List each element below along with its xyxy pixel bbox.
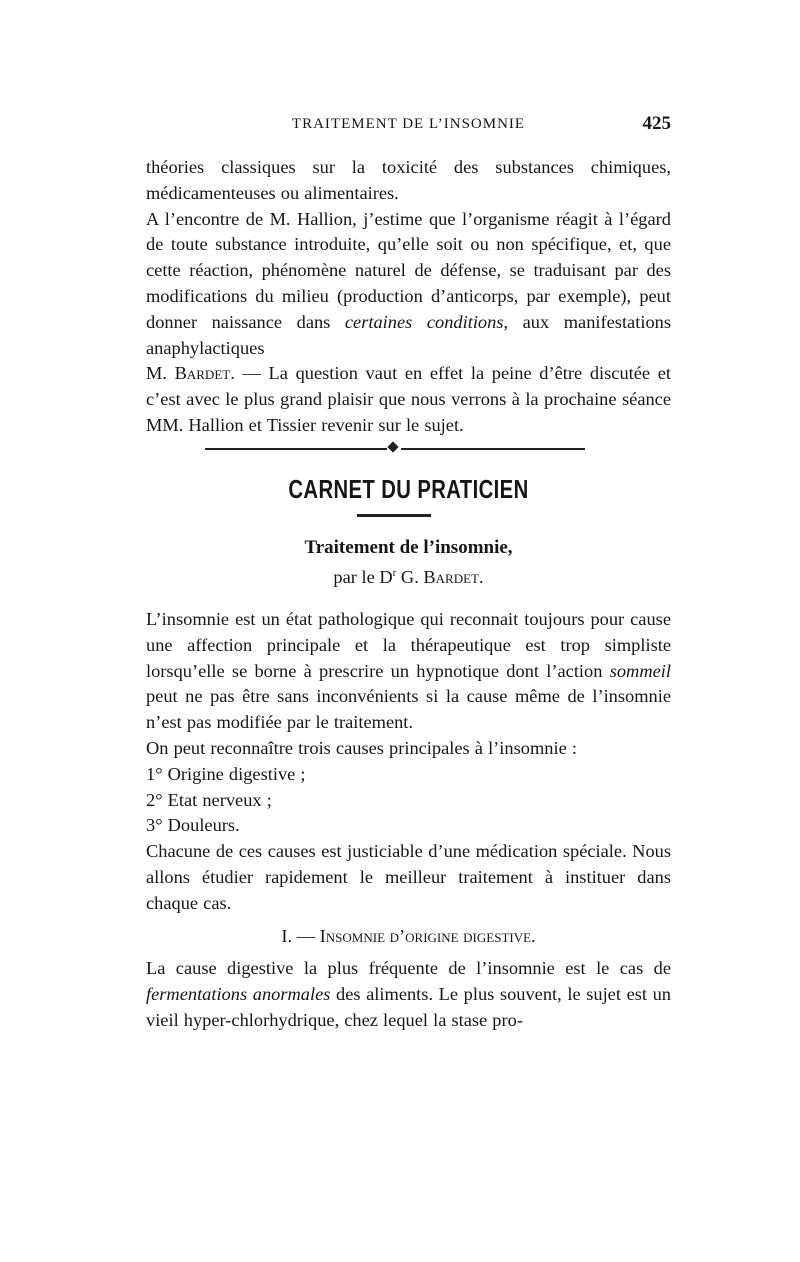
cause-item: 3° Douleurs.: [146, 815, 240, 836]
article-title: Traitement de l’insomnie,: [304, 537, 513, 558]
running-head: [146, 113, 671, 137]
subsection-heading: [146, 926, 671, 947]
digestive-text-end: des aliments. Le plus souvent, le sujet est un vieil hyper-chlorhydrique, chez lequel la stase pro-: [146, 983, 671, 1030]
paragraph-hallion: [146, 207, 671, 362]
paragraph-theories: théories classiques sur la toxicité des substances chimiques, médicamenteuses ou alimentaires.: [146, 157, 671, 203]
page-number: 425: [642, 113, 671, 134]
hallion-end: , aux manifestations anaphylactiques: [146, 311, 671, 358]
ornament-line-left: [205, 448, 387, 450]
intro-end: peut ne pas être sans inconvénients si la cause même de l’insomnie n’est pas modifiée par le traitement.: [146, 686, 671, 733]
intro-text: L’insomnie est un état pathologique qui reconnait toujours pour cause une affection principale et la thérapeutique est trop simpliste lorsqu’elle se borne à prescrire un hypnotique dont l’action: [146, 609, 671, 681]
paragraph-digestive: [146, 956, 671, 1033]
paragraph-causes-intro: On peut reconnaître trois causes principales à l’insomnie :: [146, 737, 577, 758]
ornament-diamond: [387, 441, 398, 452]
byline: [146, 567, 671, 588]
paragraph-causes-conclusion: Chacune de ces causes est justiciable d’une médication spéciale. Nous allons étudier rapidement le meilleur traitement à instituer dans chaque cas.: [146, 841, 671, 913]
subsection-title: Insomnie d’origine digestive.: [319, 926, 536, 946]
ornament-rule: [205, 443, 585, 455]
byline-author: G. Bardet.: [396, 567, 484, 588]
digestive-text-start: La cause digestive la plus fréquente de l’insomnie est le cas de: [146, 958, 671, 978]
continuation-text: [146, 155, 671, 439]
intro-italic: sommeil: [609, 660, 671, 681]
reply-text: — La question vaut en effet la peine d’être discutée et c’est avec le plus grand plaisir que nous verrons à la prochaine séance MM. Hallion et Tissier revenir sur le sujet.: [146, 363, 671, 435]
ornament-line-right: [401, 448, 585, 450]
title-rule: [357, 514, 431, 517]
article-body: [146, 607, 671, 917]
digestive-italic: fermentations anormales: [146, 983, 331, 1004]
paragraph-bardet-reply: [146, 361, 671, 438]
hallion-text: A l’encontre de M. Hallion, j’estime que l’organisme réagit à l’égard de toute substance introduite, qu’elle soit ou non spécifique, et, que cette réaction, phénomène naturel de défense, se traduisant par des modifications du milieu (production d’anticorps, par exemple), peut donner naissance dans: [146, 208, 671, 332]
running-title: TRAITEMENT DE L’INSOMNIE: [291, 116, 526, 132]
cause-item: 2° Etat nerveux ;: [146, 789, 272, 810]
byline-sup: r: [392, 567, 397, 579]
digestive-text: [146, 956, 671, 1033]
section-title: CARNET DU PRATICIEN: [288, 474, 529, 504]
hallion-italic: certaines conditions: [344, 311, 504, 332]
cause-item: 1° Origine digestive ;: [146, 763, 306, 784]
subsection-number: I. —: [281, 926, 316, 946]
paragraph-intro: [146, 607, 671, 736]
speaker-name: M. Bardet.: [146, 363, 235, 384]
byline-prefix: par le D: [333, 567, 393, 588]
